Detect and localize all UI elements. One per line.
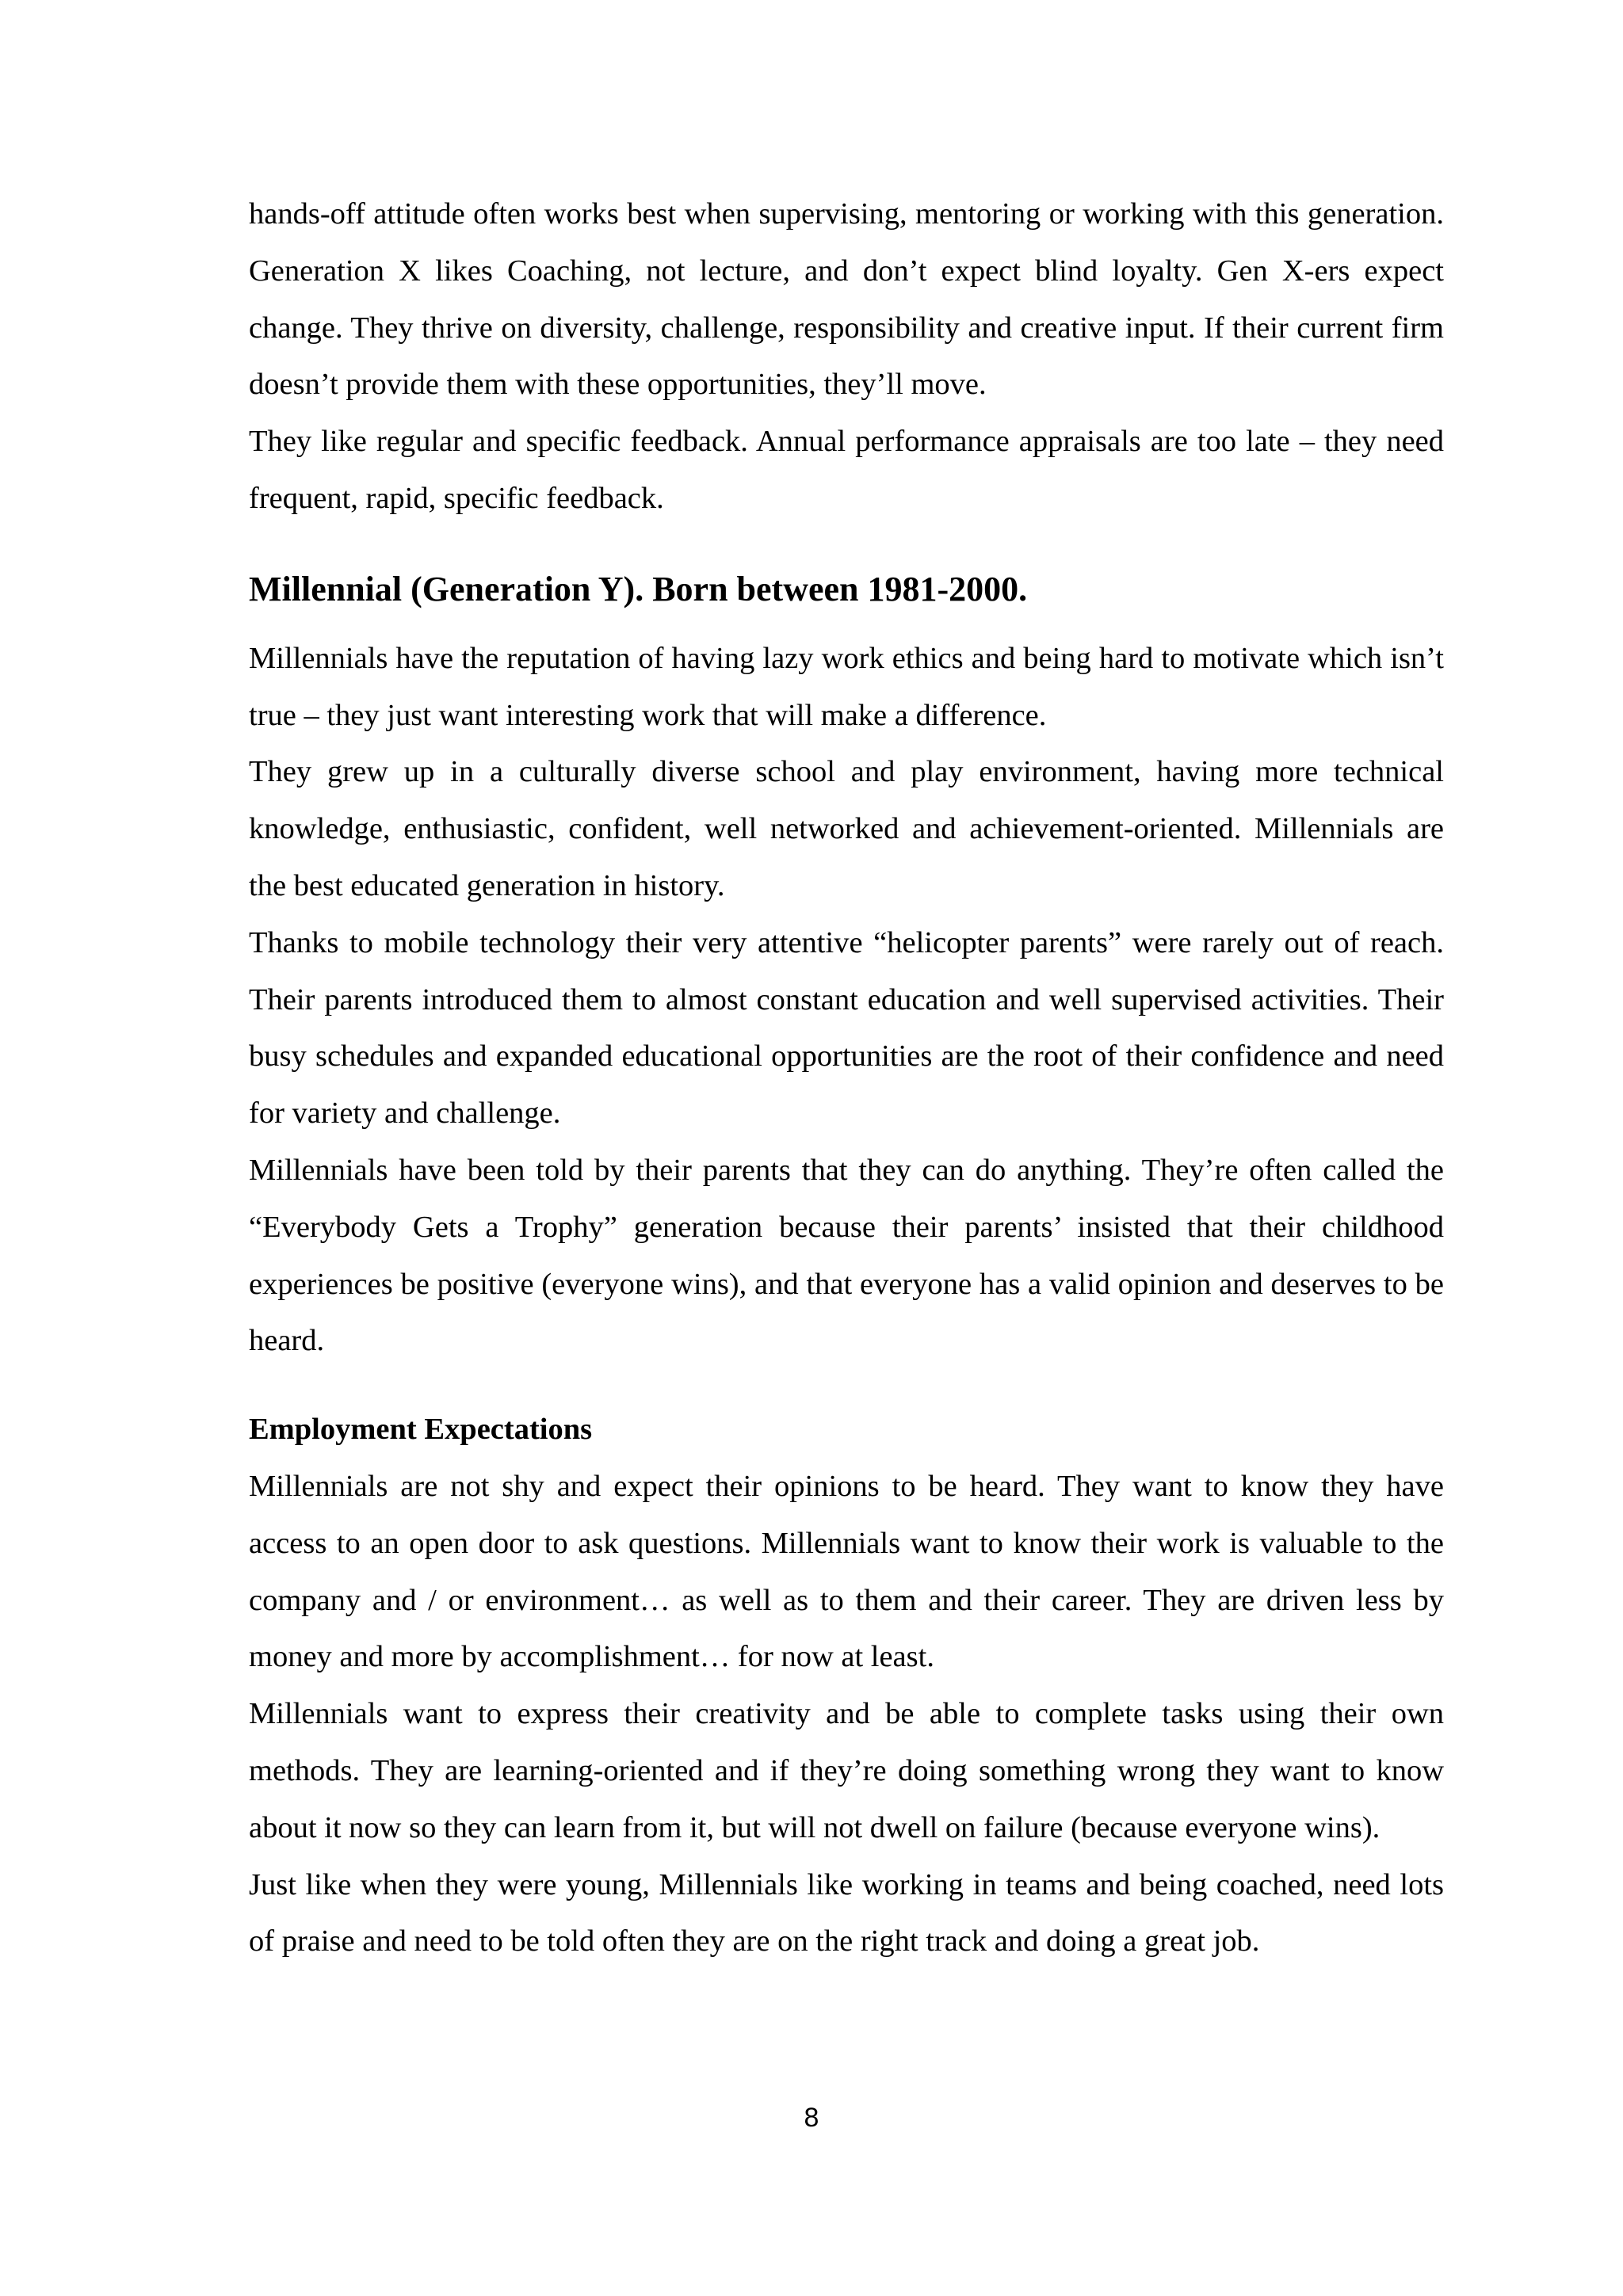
- subsection-paragraph-2: Millennials want to express their creativity and be able to complete tasks using their own methods. They are learning-oriented and if they’re doing something wrong they want to know about it now so they can learn from it, but will not dwell on failure (because everyone wins).: [249, 1697, 1444, 1844]
- page-content: [249, 186, 1444, 1970]
- intro-paragraph-2: They like regular and specific feedback. Annual performance appraisals are too late – they need frequent, rapid, specific feedback.: [249, 425, 1444, 515]
- subsection-paragraph-1: Millennials are not shy and expect their opinions to be heard. They want to know they have access to an open door to ask questions. Millennials want to know their work is valuable to the company and / or environment… as well as to them and their career. They are driven less by money and more by accomplishment… for now at least.: [249, 1469, 1444, 1674]
- section-paragraph-3: Thanks to mobile technology their very attentive “helicopter parents” were rarely out of reach. Their parents introduced them to almost constant education and well supervised activities. Their busy schedules and expanded educational opportunities are the root of their confidence and need for variety and challenge.: [249, 925, 1444, 1131]
- intro-paragraph-1: hands-off attitude often works best when supervising, mentoring or working with this generation. Generation X likes Coaching, not lecture, and don’t expect blind loyalty. Gen X-ers expect change. They thrive on diversity, challenge, responsibility and creative input. If their current firm doesn’t provide them with these opportunities, they’ll move.: [249, 197, 1444, 402]
- subsection-paragraph-3: Just like when they were young, Millennials like working in teams and being coached, need lots of praise and need to be told often they are on the right track and doing a great job.: [249, 1867, 1444, 1958]
- page-number: 8: [804, 2103, 819, 2133]
- section-paragraph-1: Millennials have the reputation of having lazy work ethics and being hard to motivate which isn’t true – they just want interesting work that will make a difference.: [249, 641, 1444, 732]
- section-heading: Millennial (Generation Y). Born between 1981-2000.: [249, 569, 1028, 608]
- section-paragraph-2: They grew up in a culturally diverse school and play environment, having more technical knowledge, enthusiastic, confident, well networked and achievement-oriented. Millennials are the best educated generation in history.: [249, 755, 1444, 902]
- section-paragraph-4: Millennials have been told by their parents that they can do anything. They’re often called the “Everybody Gets a Trophy” generation because their parents’ insisted that their childhood experiences be positive (everyone wins), and that everyone has a valid opinion and deserves to be heard.: [249, 1153, 1444, 1358]
- subsection-heading: Employment Expectations: [249, 1413, 593, 1447]
